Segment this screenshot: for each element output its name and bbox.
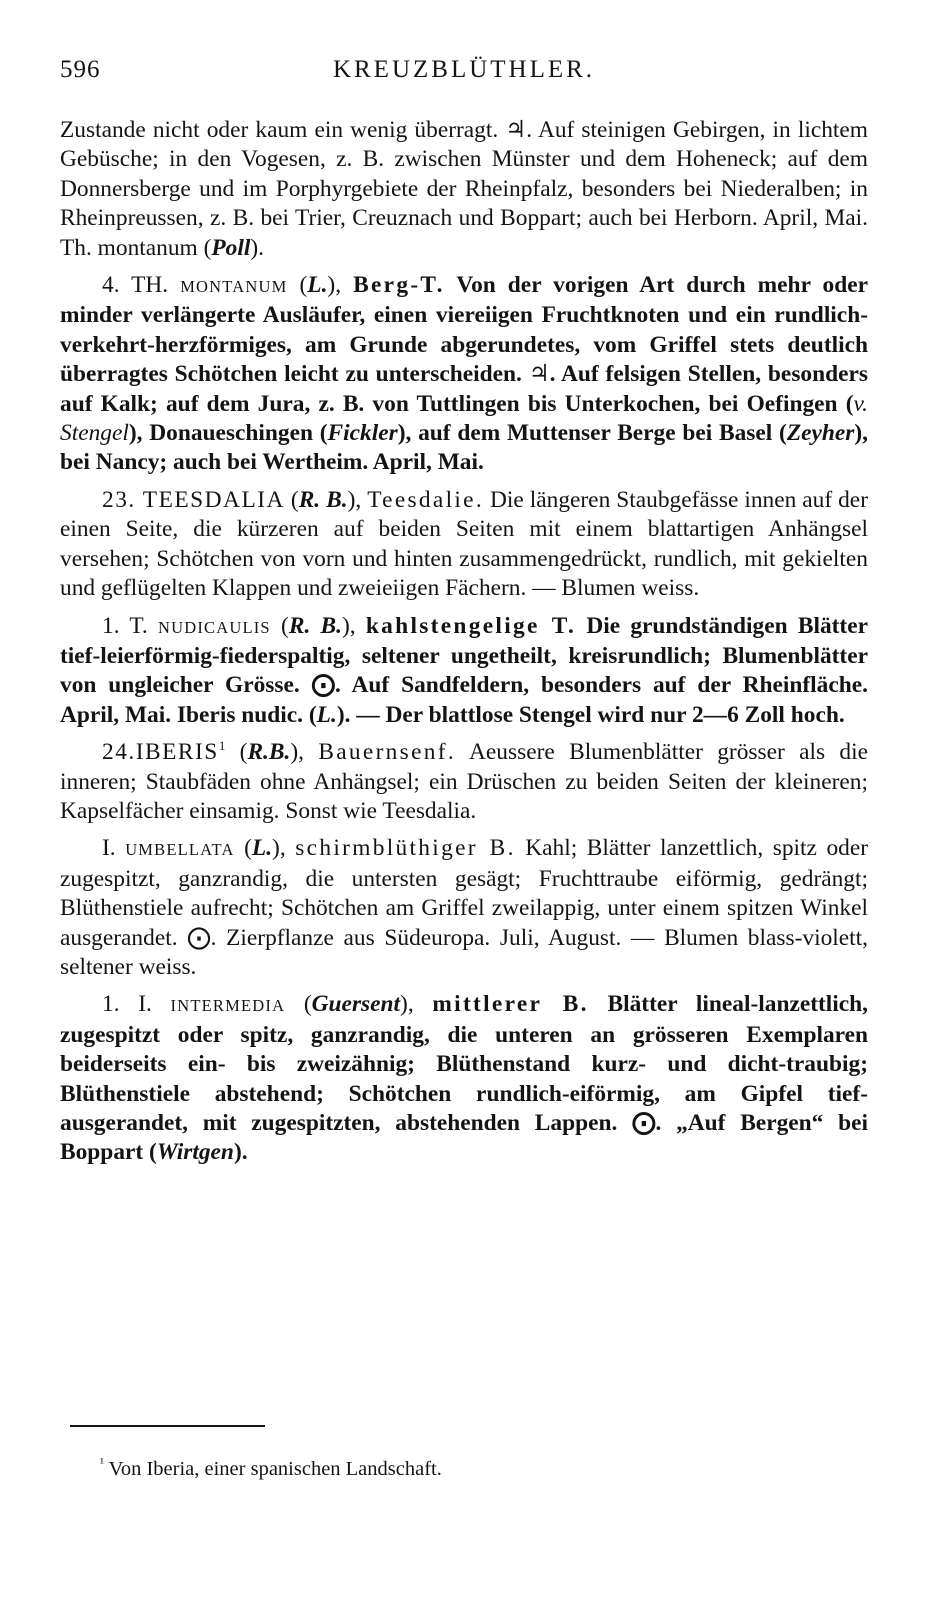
page-number: 596 (60, 56, 101, 83)
paragraph-text: ), Donaueschingen ( (128, 420, 328, 447)
species-epithet: NUDICAULIS (157, 617, 271, 637)
species-number: 1. T. (102, 612, 148, 639)
footnote-divider (70, 1425, 265, 1427)
paragraph-text: ). — Der blattlose Stengel wird nur 2—6 Zoll hoch. (336, 701, 845, 728)
species-entry-iberis-intermedia (60, 990, 868, 1167)
author-citation: Poll (211, 234, 251, 261)
paragraph-text: Zustande nicht oder kaum ein wenig überragt. ♃. Auf steinigen Gebirgen, in lichtem Gebüsche; in den Vogesen, z. B. zwischen Münster und dem Hoheneck; auf dem Donnersberge und im Porphyrgebiete der Rheinpfalz, besonders bei Niederalben; in Rheinpreussen, z. B. bei Trier, Creuznach und Boppart; auch bei Herborn. April, Mai. Th. montanum ( (60, 117, 868, 261)
paragraph-text: ). (233, 1139, 248, 1166)
species-epithet: INTERMEDIA (170, 996, 286, 1016)
species-number: I. (102, 835, 116, 862)
footnote-marker: 1 (218, 738, 226, 754)
species-number: 1. I. (102, 991, 152, 1018)
species-entry-iberis-umbellata (60, 834, 868, 982)
species-entry-thlaspi-montanum (60, 271, 868, 478)
paren: ( (225, 739, 248, 766)
common-name: mittlerer B. (432, 991, 589, 1018)
page-body (60, 116, 868, 1168)
running-head: KREUZBLÜTHLER. (332, 56, 596, 83)
author-citation: L. (316, 701, 337, 728)
species-entry-teesdalia-nudicaulis (60, 612, 868, 731)
footnote-text: Von Iberia, einer spanischen Landschaft. (103, 1458, 442, 1480)
paren: ), (327, 272, 342, 299)
genus-entry-iberis (60, 738, 868, 826)
author-citation: L. (307, 272, 328, 299)
paren: ( (270, 612, 289, 639)
paragraph-text: Von der vorigen Art durch mehr oder minder verlängerte Ausläufer, einen viereiigen Fruchtknoten und ein rundlich-verkehrt-herzförmiges, am Grunde abgerundetes, vom Griffel stets deutlich überragtes Schötchen leicht zu unterscheiden. ♃. Auf felsigen Stellen, besonders auf Kalk; auf dem Jura, z. B. von Tuttlingen bis Unterkochen, bei Oefingen ( (60, 272, 869, 417)
species-epithet: MONTANUM (180, 277, 288, 297)
author-citation: L. (251, 835, 273, 862)
common-name: Teesdalie. (367, 486, 485, 513)
footnote-marker: ¹ (100, 1455, 104, 1471)
paren: ), (290, 739, 304, 766)
paragraph-text: Kahl; Blätter lanzettlich, spitz oder zugespitzt, ganzrandig, die untersten gesägt; Fruchttraube eiförmig, gedrängt; Blüthenstiele aufrecht; Schötchen am Griffel zweilappig, unter einem spitzen Winkel ausgerandet. ⨀. Zierpflanze aus Südeuropa. Juli, August. — Blumen blass-violett, seltener weiss. (60, 835, 869, 980)
paren: ( (284, 486, 299, 513)
species-number: 4. TH. (102, 272, 169, 299)
paragraph-text: ). (250, 234, 264, 261)
species-epithet: UMBELLATA (125, 840, 235, 860)
common-name: Bauernsenf. (318, 739, 456, 766)
common-name: kahlstengelige T. (365, 612, 577, 639)
author-citation: Wirtgen (156, 1139, 234, 1166)
author-citation: R. B. (288, 612, 342, 639)
author-citation: v. Stengel (60, 390, 868, 447)
author-citation: R.B. (247, 739, 291, 766)
genus-heading: 24.IBERIS (102, 739, 219, 766)
paragraph-continuation (60, 116, 868, 263)
paragraph-text: Aeussere Blumenblätter grösser als die inneren; Staubfäden ohne Anhängsel; ein Drüschen zu beiden Seiten der kleineren; Kapselfächer einsamig. Sonst wie Teesdalia. (60, 739, 868, 824)
genus-heading: 23. TEESDALIA (102, 486, 285, 513)
footnote (100, 1456, 442, 1482)
paren: ), (272, 835, 286, 862)
common-name: schirmblüthiger B. (295, 835, 516, 862)
paragraph-text: Blätter lineal-lanzettlich, zugespitzt oder spitz, ganzrandig, die unteren an grösseren Exemplaren beiderseits ein- bis zweizähnig; Blüthenstand kurz- und dicht-traubig; Blüthenstiele abstehend; Schötchen rundlich-eiförmig, am Gipfel tief-ausgerandet, mit zugespitzten, abstehenden Lappen. ⨀. „Auf Bergen“ bei Boppart ( (60, 991, 869, 1166)
paragraph-text: Die grundständigen Blätter tief-leierförmig-fiederspaltig, seltener ungetheilt, kreisrundlich; Blumenblätter von ungleicher Grösse. ⨀. Auf Sandfeldern, besonders auf der Rheinfläche. April, Mai. Iberis nudic. ( (60, 612, 868, 728)
genus-entry-teesdalia (60, 486, 868, 604)
author-citation: Guersent (311, 991, 401, 1018)
paren: ( (287, 272, 308, 299)
paren: ), (341, 612, 356, 639)
paren: ( (285, 991, 312, 1018)
page-header (60, 50, 868, 90)
paragraph-text: Die längeren Staubgefässe innen auf der einen Seite, die kürzeren auf beiden Seiten mit einem blattartigen Anhängsel versehen; Schötchen von vorn und hinten zusammengedrückt, rundlich, mit gekielten und geflügelten Klappen und zweieiigen Fächern. — Blumen weiss. (60, 486, 868, 602)
paren: ), (400, 991, 414, 1018)
book-page (60, 50, 869, 1166)
paren: ( (234, 835, 252, 862)
paragraph-text: ), auf dem Muttenser Berge bei Basel ( (397, 420, 787, 447)
author-citation: R. B. (298, 486, 348, 513)
paragraph-text: ), bei Nancy; auch bei Wertheim. April, Mai. (60, 420, 869, 476)
author-citation: Zeyher (786, 420, 855, 447)
author-citation: Fickler (327, 420, 398, 447)
paren: ), (347, 486, 362, 513)
common-name: Berg-T. (353, 272, 445, 299)
